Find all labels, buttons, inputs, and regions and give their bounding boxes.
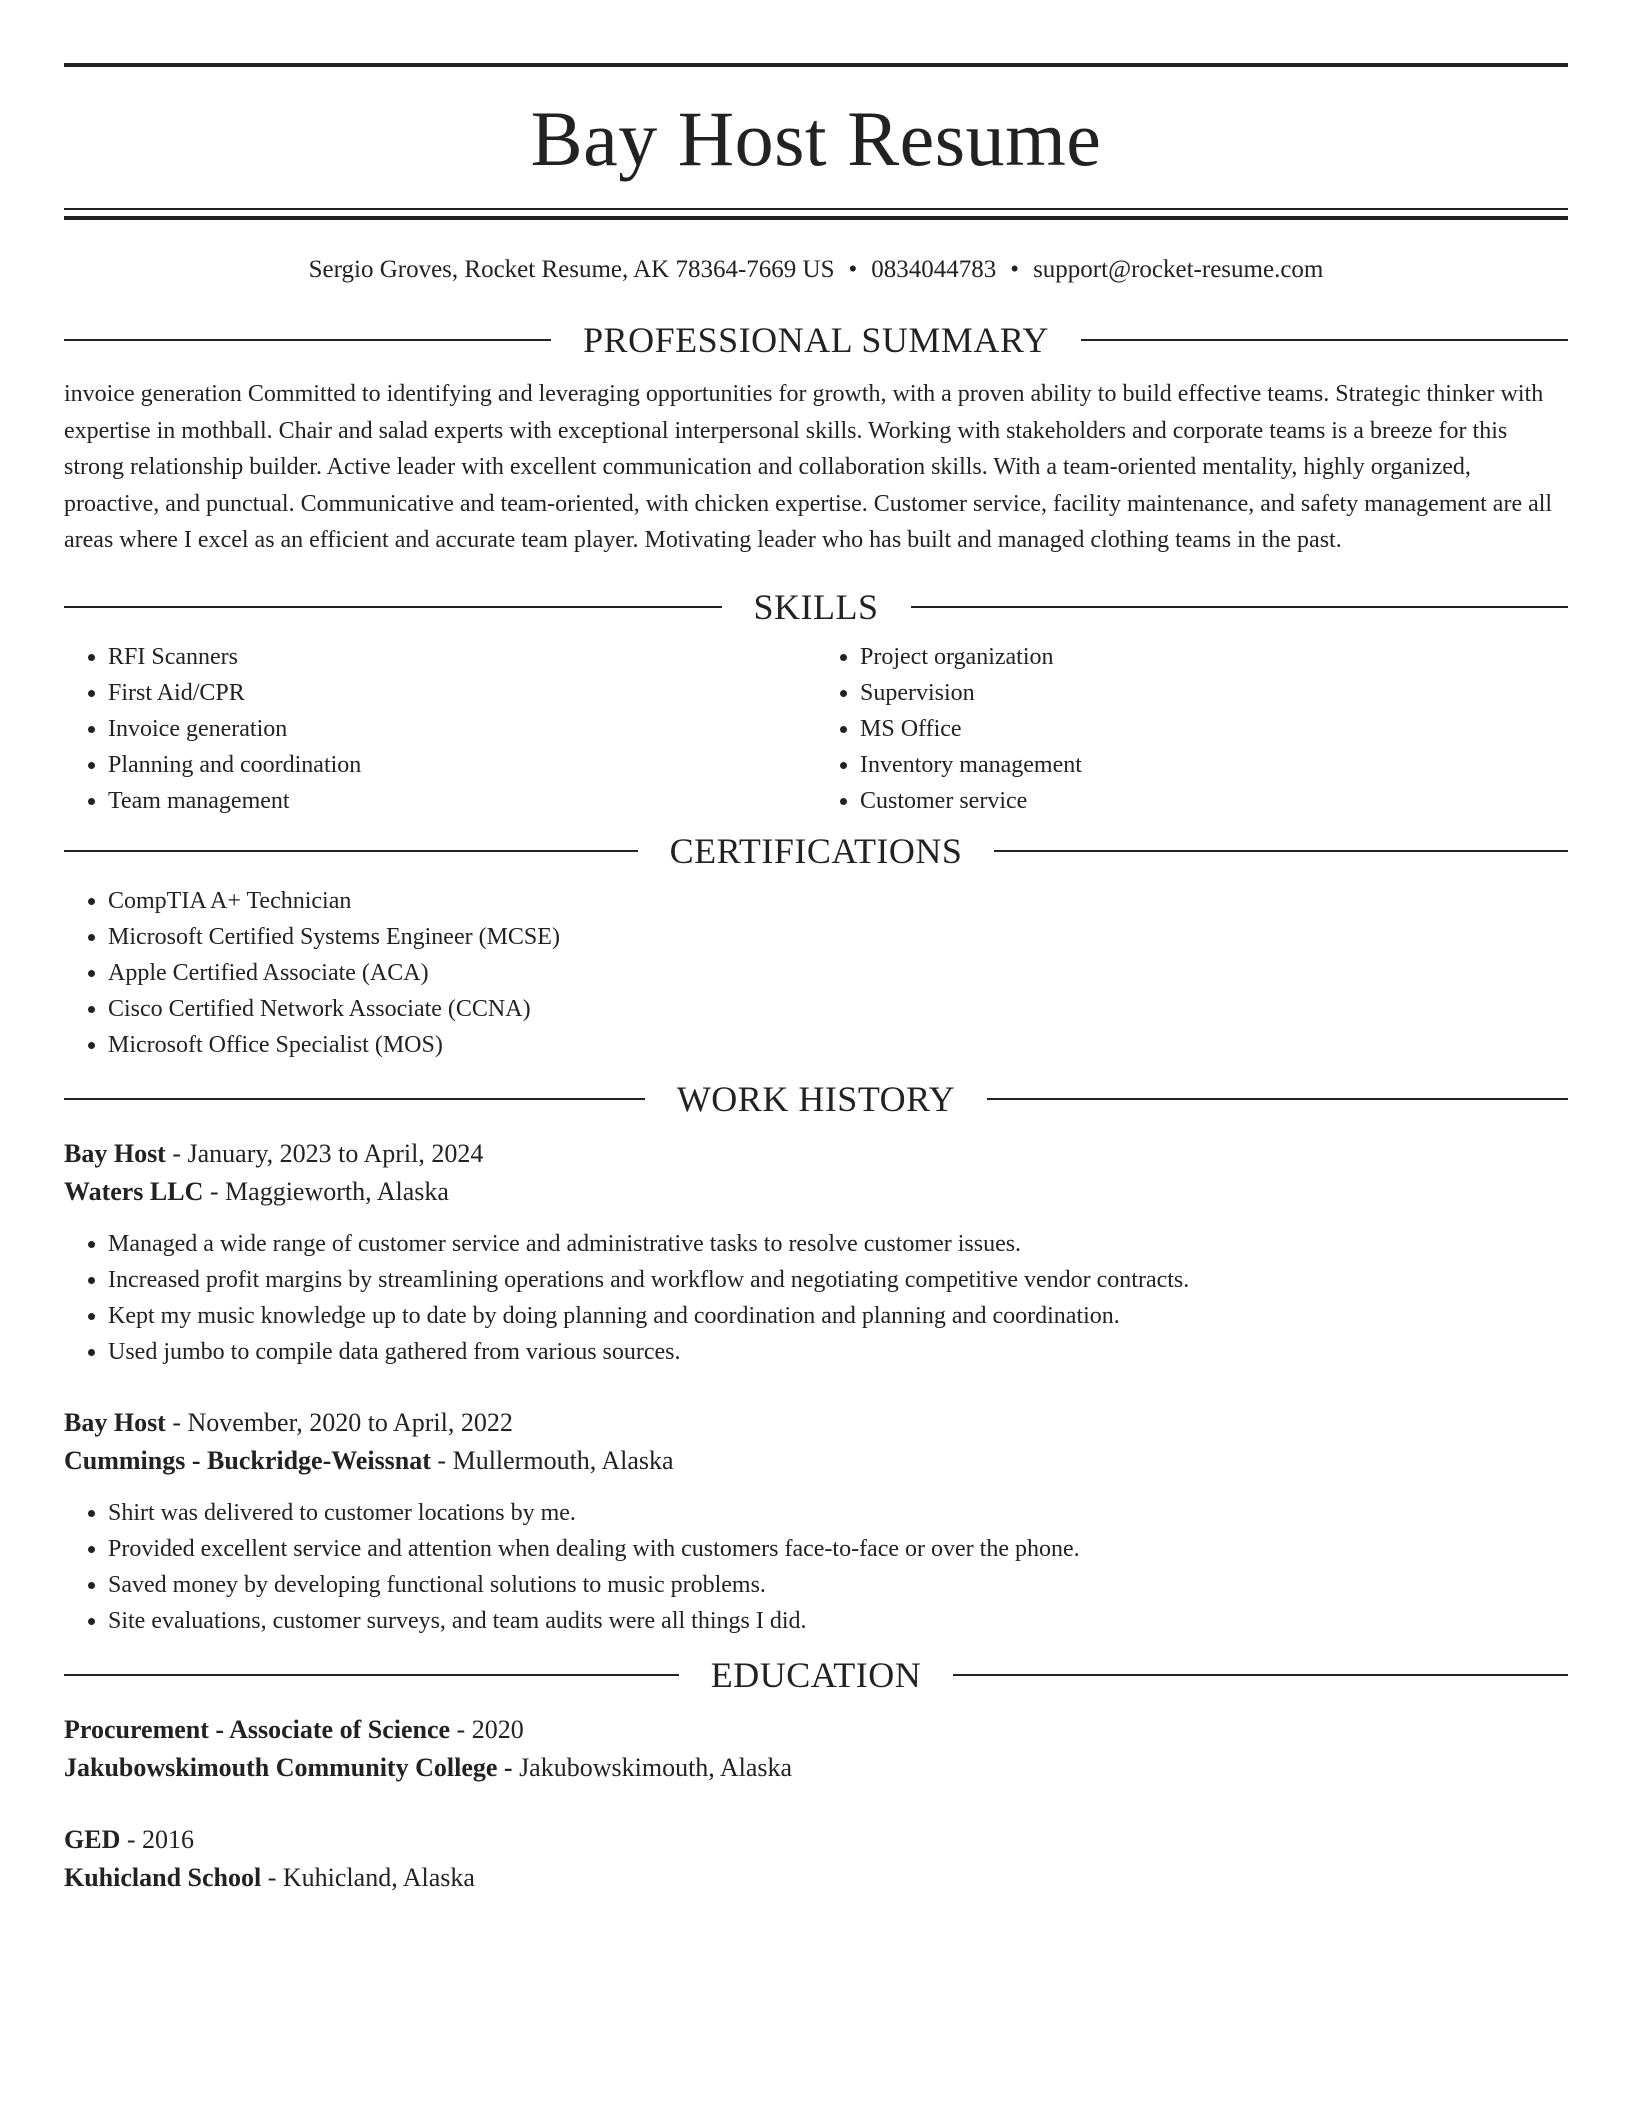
education-school: Kuhicland School bbox=[64, 1863, 262, 1892]
job-bullet: • Used jumbo to compile data gathered from various sources. bbox=[108, 1334, 1568, 1370]
work-heading bbox=[64, 1079, 1568, 1119]
job-bullets bbox=[64, 1226, 1568, 1370]
job-entry bbox=[64, 1404, 1568, 1639]
summary-heading bbox=[64, 320, 1568, 360]
job-company: Cummings - Buckridge-Weissnat bbox=[64, 1446, 431, 1475]
work-heading-label: WORK HISTORY bbox=[676, 1078, 956, 1119]
heading-rule-right bbox=[987, 1098, 1568, 1100]
job-bullet: • Site evaluations, customer surveys, and team audits were all things I did. bbox=[108, 1603, 1568, 1639]
job-bullet: • Provided excellent service and attention when dealing with customers face-to-face or over the phone. bbox=[108, 1531, 1568, 1567]
job-title-line bbox=[64, 1404, 1568, 1443]
job-location: - Maggieworth, Alaska bbox=[203, 1177, 449, 1206]
education-year: - 2016 bbox=[120, 1824, 195, 1854]
job-bullet: • Saved money by developing functional solutions to music problems. bbox=[108, 1567, 1568, 1603]
skill-item: • Supervision bbox=[860, 675, 1568, 711]
skills-list-right bbox=[816, 639, 1568, 819]
skills-list-left bbox=[64, 639, 816, 819]
contact-separator: • bbox=[848, 256, 858, 283]
job-bullet: • Managed a wide range of customer service and administrative tasks to resolve customer issues. bbox=[108, 1226, 1568, 1262]
skill-item: • Invoice generation bbox=[108, 711, 816, 747]
skills-heading-label: SKILLS bbox=[753, 586, 879, 627]
summary-text: invoice generation Committed to identifying and leveraging opportunities for growth, with a proven ability to build effective teams. Strategic thinker with expertise in mothball. Chair and salad experts with exceptional interpersonal skills. Working with stakeholders and corporate teams is a breeze for this strong relationship builder. Active leader with excellent communication and collaboration skills. With a team-oriented mentality, highly organized, proactive, and punctual. Communicative and team-oriented, with chicken expertise. Customer service, facility maintenance, and safety management are all areas where I excel as an efficient and accurate team player. Motivating leader who has built and managed clothing teams in the past. bbox=[64, 381, 1553, 553]
job-bullet: • Shirt was delivered to customer locations by me. bbox=[108, 1495, 1568, 1531]
job-company-line bbox=[64, 1442, 1568, 1481]
summary-heading-label: PROFESSIONAL SUMMARY bbox=[583, 320, 1049, 360]
certification-item: • Microsoft Office Specialist (MOS) bbox=[108, 1027, 1568, 1063]
skill-item: • RFI Scanners bbox=[108, 639, 816, 675]
heading-rule-right bbox=[953, 1674, 1568, 1676]
resume-title: Bay Host Resume bbox=[530, 95, 1102, 182]
heading-rule-left bbox=[64, 1674, 679, 1676]
job-company: Waters LLC bbox=[64, 1177, 204, 1206]
resume-page bbox=[64, 0, 1568, 1898]
certification-item: • Microsoft Certified Systems Engineer (MCSE) bbox=[108, 919, 1568, 955]
skill-item: • Customer service bbox=[860, 783, 1568, 819]
certifications-heading-label: CERTIFICATIONS bbox=[669, 830, 963, 871]
skill-item: • MS Office bbox=[860, 711, 1568, 747]
education-entry bbox=[64, 1711, 1568, 1788]
heading-rule-left bbox=[64, 606, 722, 608]
job-company-line bbox=[64, 1173, 1568, 1212]
education-degree-line bbox=[64, 1711, 1568, 1750]
education-degree: GED bbox=[64, 1824, 121, 1854]
skills-heading bbox=[64, 587, 1568, 627]
education-school-line bbox=[64, 1859, 1568, 1898]
heading-rule-right bbox=[1081, 339, 1568, 341]
education-school-line bbox=[64, 1749, 1568, 1788]
job-title-line bbox=[64, 1135, 1568, 1174]
certifications-heading bbox=[64, 831, 1568, 871]
contact-email: support@rocket-resume.com bbox=[1033, 256, 1324, 283]
job-bullet: • Kept my music knowledge up to date by doing planning and coordination and planning and coordination. bbox=[108, 1298, 1568, 1334]
contact-address: Sergio Groves, Rocket Resume, AK 78364-7669 US bbox=[308, 256, 835, 283]
heading-rule-right bbox=[911, 606, 1569, 608]
skill-item: • First Aid/CPR bbox=[108, 675, 816, 711]
education-school: Jakubowskimouth Community College - bbox=[64, 1753, 513, 1782]
education-location: - Kuhicland, Alaska bbox=[261, 1863, 475, 1892]
certifications-list bbox=[64, 883, 1568, 1063]
skills-grid bbox=[64, 639, 1568, 819]
job-dates: - January, 2023 to April, 2024 bbox=[165, 1138, 484, 1168]
heading-rule-left bbox=[64, 850, 638, 852]
education-location: Jakubowskimouth, Alaska bbox=[512, 1753, 793, 1782]
heading-rule-left bbox=[64, 1098, 645, 1100]
heading-rule-left bbox=[64, 339, 551, 341]
skill-item: • Inventory management bbox=[860, 747, 1568, 783]
job-title: Bay Host bbox=[64, 1407, 166, 1437]
certification-item: • Apple Certified Associate (ACA) bbox=[108, 955, 1568, 991]
job-dates: - November, 2020 to April, 2022 bbox=[165, 1407, 513, 1437]
contact-phone: 0834044783 bbox=[871, 256, 997, 283]
certification-item: • Cisco Certified Network Associate (CCNA) bbox=[108, 991, 1568, 1027]
job-location: - Mullermouth, Alaska bbox=[430, 1446, 674, 1475]
top-rule bbox=[64, 63, 1568, 67]
certification-item: • CompTIA A+ Technician bbox=[108, 883, 1568, 919]
skill-item: • Team management bbox=[108, 783, 816, 819]
contact-separator: • bbox=[1010, 256, 1020, 283]
job-entry bbox=[64, 1135, 1568, 1370]
education-entry bbox=[64, 1821, 1568, 1898]
heading-rule-right bbox=[994, 850, 1568, 852]
skill-item: • Project organization bbox=[860, 639, 1568, 675]
skill-item: • Planning and coordination bbox=[108, 747, 816, 783]
education-degree: Procurement - Associate of Science bbox=[64, 1714, 451, 1744]
title-double-rule bbox=[64, 208, 1568, 220]
job-bullets bbox=[64, 1495, 1568, 1639]
education-heading-label: EDUCATION bbox=[710, 1654, 922, 1695]
contact-line bbox=[64, 254, 1568, 286]
job-bullet: • Increased profit margins by streamlining operations and workflow and negotiating competitive vendor contracts. bbox=[108, 1262, 1568, 1298]
job-title: Bay Host bbox=[64, 1138, 166, 1168]
education-heading bbox=[64, 1655, 1568, 1695]
education-degree-line bbox=[64, 1821, 1568, 1860]
education-year: - 2020 bbox=[450, 1714, 524, 1744]
